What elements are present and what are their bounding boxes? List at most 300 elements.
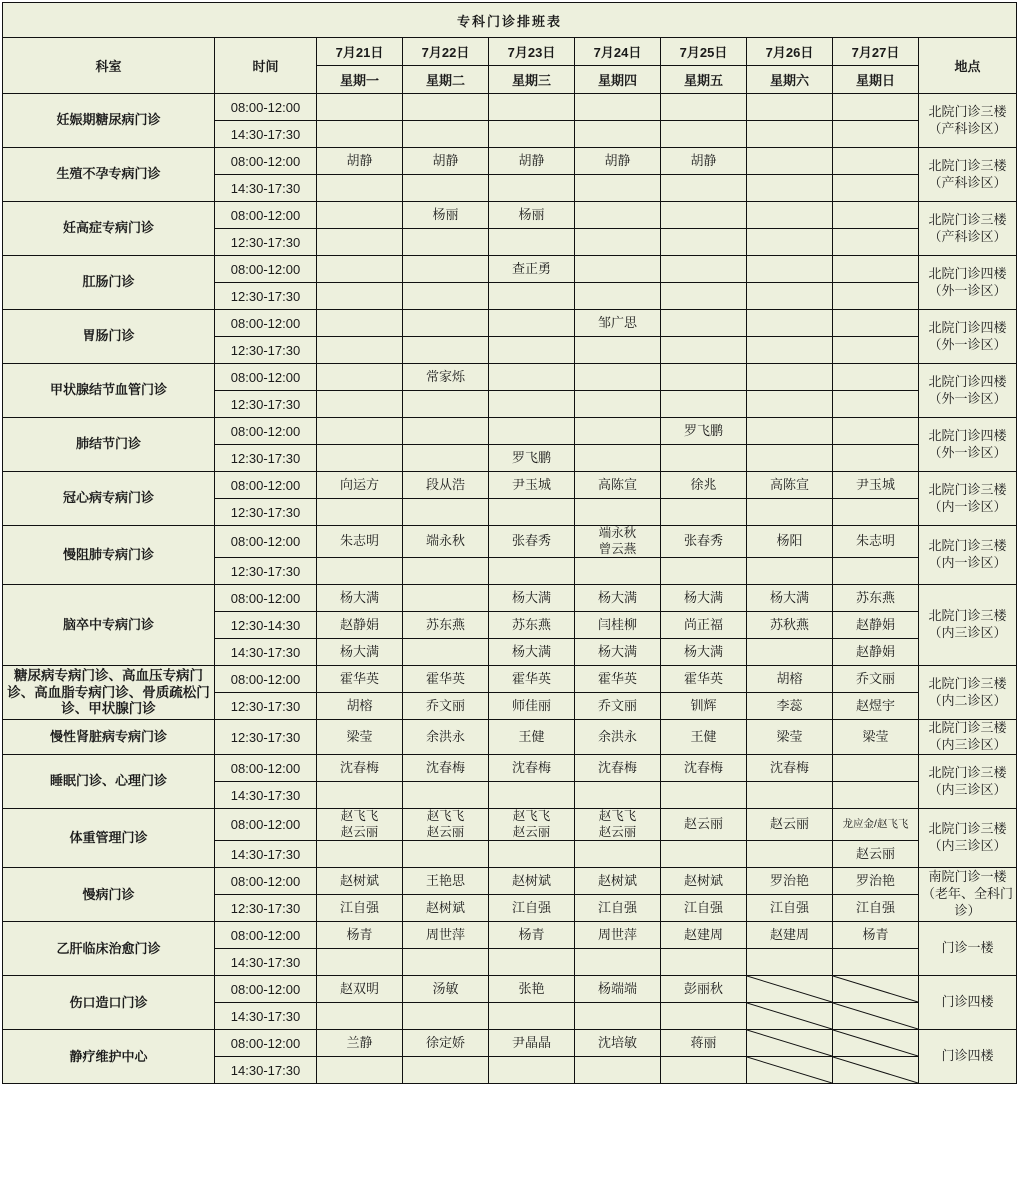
time-slot: 08:00-12:00 (215, 94, 317, 121)
doctor-cell (833, 229, 919, 256)
doctor-cell (661, 310, 747, 337)
doctor-cell (833, 94, 919, 121)
doctor-cell: 胡静 (317, 148, 403, 175)
doctor-cell: 尹晶晶 (489, 1030, 575, 1057)
doctor-cell: 龙应金/赵飞飞 (833, 809, 919, 841)
title-row (3, 3, 1017, 38)
doctor-cell: 赵飞飞 赵云丽 (403, 809, 489, 841)
table-row (3, 148, 1017, 175)
location-cell: 北院门诊三楼 （内二诊区） (919, 666, 1017, 720)
department-name: 慢阻肺专病门诊 (3, 526, 215, 585)
doctor-cell (489, 229, 575, 256)
doctor-cell (575, 391, 661, 418)
doctor-cell: 张春秀 (661, 526, 747, 558)
doctor-cell: 徐定娇 (403, 1030, 489, 1057)
doctor-cell (833, 949, 919, 976)
time-slot: 14:30-17:30 (215, 782, 317, 809)
doctor-cell (489, 949, 575, 976)
doctor-cell: 杨青 (489, 922, 575, 949)
doctor-cell: 乔文丽 (833, 666, 919, 693)
doctor-cell (575, 558, 661, 585)
doctor-cell (833, 558, 919, 585)
doctor-cell-empty-slash (833, 976, 919, 1003)
time-slot: 12:30-17:30 (215, 499, 317, 526)
doctor-cell: 罗治艳 (833, 868, 919, 895)
doctor-cell (661, 445, 747, 472)
doctor-cell (317, 782, 403, 809)
doctor-cell (489, 283, 575, 310)
doctor-cell: 苏秋燕 (747, 612, 833, 639)
doctor-cell (747, 175, 833, 202)
doctor-cell: 邹广思 (575, 310, 661, 337)
table-row (3, 472, 1017, 499)
doctor-cell (833, 202, 919, 229)
time-slot: 12:30-17:30 (215, 391, 317, 418)
doctor-cell: 杨大满 (575, 585, 661, 612)
doctor-cell: 闫桂柳 (575, 612, 661, 639)
doctor-cell: 杨丽 (403, 202, 489, 229)
doctor-cell (833, 364, 919, 391)
doctor-cell (575, 782, 661, 809)
doctor-cell: 罗治艳 (747, 868, 833, 895)
time-slot: 12:30-17:30 (215, 229, 317, 256)
doctor-cell (575, 229, 661, 256)
doctor-cell (833, 148, 919, 175)
time-slot: 08:00-12:00 (215, 256, 317, 283)
time-slot: 14:30-17:30 (215, 121, 317, 148)
doctor-cell: 兰静 (317, 1030, 403, 1057)
doctor-cell: 杨大满 (317, 585, 403, 612)
doctor-cell (747, 445, 833, 472)
doctor-cell: 沈春梅 (317, 755, 403, 782)
doctor-cell (575, 337, 661, 364)
doctor-cell (317, 391, 403, 418)
doctor-cell (661, 202, 747, 229)
schedule-table (2, 2, 1017, 1084)
doctor-cell: 江自强 (833, 895, 919, 922)
doctor-cell (833, 499, 919, 526)
doctor-cell (317, 418, 403, 445)
doctor-cell: 常家烁 (403, 364, 489, 391)
doctor-cell: 沈春梅 (403, 755, 489, 782)
doctor-cell (661, 782, 747, 809)
header-dept: 科室 (3, 38, 215, 94)
doctor-cell (317, 499, 403, 526)
time-slot: 08:00-12:00 (215, 148, 317, 175)
doctor-cell: 杨大满 (575, 639, 661, 666)
doctor-cell: 尹玉城 (489, 472, 575, 499)
department-name: 脑卒中专病门诊 (3, 585, 215, 666)
doctor-cell: 梁莹 (317, 720, 403, 755)
location-cell: 门诊一楼 (919, 922, 1017, 976)
time-slot: 08:00-12:00 (215, 666, 317, 693)
doctor-cell: 王健 (489, 720, 575, 755)
doctor-cell: 高陈宣 (747, 472, 833, 499)
location-cell: 北院门诊四楼 （外一诊区） (919, 364, 1017, 418)
doctor-cell (489, 1003, 575, 1030)
department-name: 静疗维护中心 (3, 1030, 215, 1084)
doctor-cell: 查正勇 (489, 256, 575, 283)
department-name: 乙肝临床治愈门诊 (3, 922, 215, 976)
time-slot: 14:30-17:30 (215, 639, 317, 666)
doctor-cell (833, 445, 919, 472)
header-date-1: 7月21日 (317, 38, 403, 66)
doctor-cell (747, 639, 833, 666)
doctor-cell: 赵飞飞 赵云丽 (317, 809, 403, 841)
doctor-cell (489, 418, 575, 445)
doctor-cell (661, 94, 747, 121)
doctor-cell (403, 445, 489, 472)
time-slot: 14:30-17:30 (215, 1057, 317, 1084)
doctor-cell (575, 499, 661, 526)
doctor-cell (833, 755, 919, 782)
doctor-cell: 杨大满 (661, 585, 747, 612)
doctor-cell: 胡静 (661, 148, 747, 175)
table-row (3, 202, 1017, 229)
doctor-cell: 梁莹 (747, 720, 833, 755)
location-cell: 北院门诊四楼 （外一诊区） (919, 418, 1017, 472)
doctor-cell: 沈春梅 (747, 755, 833, 782)
department-name: 慢病门诊 (3, 868, 215, 922)
time-slot: 08:00-12:00 (215, 526, 317, 558)
doctor-cell: 胡榕 (317, 693, 403, 720)
table-row (3, 809, 1017, 841)
doctor-cell: 杨丽 (489, 202, 575, 229)
table-row (3, 310, 1017, 337)
location-cell: 北院门诊三楼 （内三诊区） (919, 720, 1017, 755)
time-slot: 08:00-12:00 (215, 755, 317, 782)
doctor-cell (575, 256, 661, 283)
doctor-cell (575, 121, 661, 148)
doctor-cell (661, 1057, 747, 1084)
doctor-cell (317, 175, 403, 202)
doctor-cell (489, 499, 575, 526)
doctor-cell: 沈春梅 (575, 755, 661, 782)
location-cell: 南院门诊一楼 （老年、全科门诊） (919, 868, 1017, 922)
doctor-cell (661, 1003, 747, 1030)
doctor-cell (489, 337, 575, 364)
doctor-cell (833, 418, 919, 445)
doctor-cell: 赵树斌 (661, 868, 747, 895)
doctor-cell (403, 283, 489, 310)
table-row (3, 256, 1017, 283)
doctor-cell (833, 256, 919, 283)
doctor-cell (747, 202, 833, 229)
location-cell: 门诊四楼 (919, 1030, 1017, 1084)
time-slot: 14:30-17:30 (215, 1003, 317, 1030)
table-row (3, 418, 1017, 445)
doctor-cell (661, 175, 747, 202)
doctor-cell (489, 121, 575, 148)
doctor-cell: 杨青 (317, 922, 403, 949)
doctor-cell: 高陈宣 (575, 472, 661, 499)
doctor-cell (403, 639, 489, 666)
location-cell: 北院门诊三楼 （产科诊区） (919, 148, 1017, 202)
doctor-cell: 余洪永 (403, 720, 489, 755)
doctor-cell (317, 283, 403, 310)
doctor-cell (317, 558, 403, 585)
doctor-cell (661, 283, 747, 310)
doctor-cell (661, 229, 747, 256)
doctor-cell: 师佳丽 (489, 693, 575, 720)
doctor-cell (317, 256, 403, 283)
doctor-cell (833, 782, 919, 809)
location-cell: 北院门诊三楼 （产科诊区） (919, 202, 1017, 256)
department-name: 体重管理门诊 (3, 809, 215, 868)
doctor-cell: 江自强 (747, 895, 833, 922)
doctor-cell (747, 283, 833, 310)
header-dow-7: 星期日 (833, 66, 919, 94)
doctor-cell: 赵建周 (747, 922, 833, 949)
doctor-cell (575, 202, 661, 229)
doctor-cell (661, 337, 747, 364)
location-cell: 北院门诊三楼 （内三诊区） (919, 585, 1017, 666)
header-dow-5: 星期五 (661, 66, 747, 94)
department-name: 妊高症专病门诊 (3, 202, 215, 256)
doctor-cell (403, 121, 489, 148)
table-row (3, 364, 1017, 391)
doctor-cell (575, 175, 661, 202)
doctor-cell: 赵云丽 (661, 809, 747, 841)
doctor-cell (403, 391, 489, 418)
department-name: 伤口造口门诊 (3, 976, 215, 1030)
doctor-cell (747, 558, 833, 585)
doctor-cell: 罗飞鹏 (489, 445, 575, 472)
location-cell: 北院门诊四楼 （外一诊区） (919, 256, 1017, 310)
doctor-cell: 赵静娟 (317, 612, 403, 639)
doctor-cell (747, 229, 833, 256)
time-slot: 14:30-17:30 (215, 175, 317, 202)
location-cell: 北院门诊四楼 （外一诊区） (919, 310, 1017, 364)
doctor-cell: 朱志明 (833, 526, 919, 558)
doctor-cell: 向运方 (317, 472, 403, 499)
doctor-cell (317, 841, 403, 868)
doctor-cell (317, 121, 403, 148)
doctor-cell: 尹玉城 (833, 472, 919, 499)
doctor-cell (575, 1057, 661, 1084)
department-name: 甲状腺结节血管门诊 (3, 364, 215, 418)
time-slot: 12:30-14:30 (215, 612, 317, 639)
doctor-cell (747, 418, 833, 445)
location-cell: 北院门诊三楼 （内三诊区） (919, 755, 1017, 809)
doctor-cell: 乔文丽 (403, 693, 489, 720)
time-slot: 08:00-12:00 (215, 418, 317, 445)
time-slot: 12:30-17:30 (215, 283, 317, 310)
header-date-7: 7月27日 (833, 38, 919, 66)
time-slot: 12:30-17:30 (215, 337, 317, 364)
doctor-cell: 苏东燕 (489, 612, 575, 639)
doctor-cell (403, 256, 489, 283)
doctor-cell (661, 364, 747, 391)
doctor-cell: 赵云丽 (833, 841, 919, 868)
doctor-cell (747, 391, 833, 418)
time-slot: 08:00-12:00 (215, 364, 317, 391)
doctor-cell (833, 121, 919, 148)
doctor-cell (489, 175, 575, 202)
doctor-cell (661, 841, 747, 868)
doctor-cell (403, 175, 489, 202)
doctor-cell (403, 499, 489, 526)
doctor-cell (489, 310, 575, 337)
time-slot: 08:00-12:00 (215, 868, 317, 895)
header-location: 地点 (919, 38, 1017, 94)
table-row (3, 94, 1017, 121)
doctor-cell (747, 499, 833, 526)
doctor-cell: 周世萍 (575, 922, 661, 949)
doctor-cell: 苏东燕 (833, 585, 919, 612)
doctor-cell (575, 949, 661, 976)
doctor-cell: 钏辉 (661, 693, 747, 720)
department-name: 肺结节门诊 (3, 418, 215, 472)
doctor-cell: 霍华英 (661, 666, 747, 693)
doctor-cell: 赵树斌 (403, 895, 489, 922)
doctor-cell: 胡静 (575, 148, 661, 175)
header-row-dates (3, 38, 1017, 66)
doctor-cell: 李蕊 (747, 693, 833, 720)
doctor-cell: 蒋丽 (661, 1030, 747, 1057)
doctor-cell: 赵树斌 (489, 868, 575, 895)
doctor-cell (317, 949, 403, 976)
department-name: 冠心病专病门诊 (3, 472, 215, 526)
doctor-cell-empty-slash (833, 1003, 919, 1030)
doctor-cell: 杨大满 (489, 639, 575, 666)
location-cell: 门诊四楼 (919, 976, 1017, 1030)
page-title: 专科门诊排班表 (3, 3, 1017, 38)
doctor-cell: 霍华英 (575, 666, 661, 693)
doctor-cell: 汤敏 (403, 976, 489, 1003)
doctor-cell: 段从浩 (403, 472, 489, 499)
doctor-cell (317, 202, 403, 229)
header-date-5: 7月25日 (661, 38, 747, 66)
doctor-cell (747, 949, 833, 976)
doctor-cell (403, 949, 489, 976)
doctor-cell: 尚正福 (661, 612, 747, 639)
header-date-6: 7月26日 (747, 38, 833, 66)
location-cell: 北院门诊三楼 （内三诊区） (919, 809, 1017, 868)
doctor-cell (575, 445, 661, 472)
doctor-cell (403, 94, 489, 121)
doctor-cell: 杨阳 (747, 526, 833, 558)
doctor-cell (575, 283, 661, 310)
doctor-cell: 赵树斌 (575, 868, 661, 895)
doctor-cell: 赵飞飞 赵云丽 (575, 809, 661, 841)
doctor-cell (317, 229, 403, 256)
time-slot: 12:30-17:30 (215, 895, 317, 922)
location-cell: 北院门诊三楼 （内一诊区） (919, 472, 1017, 526)
doctor-cell: 江自强 (661, 895, 747, 922)
doctor-cell (403, 558, 489, 585)
doctor-cell (317, 310, 403, 337)
doctor-cell (661, 121, 747, 148)
doctor-cell (403, 310, 489, 337)
table-row (3, 720, 1017, 755)
department-name: 妊娠期糖尿病门诊 (3, 94, 215, 148)
doctor-cell (661, 558, 747, 585)
schedule-body (3, 3, 1017, 1084)
doctor-cell: 杨大满 (489, 585, 575, 612)
header-date-3: 7月23日 (489, 38, 575, 66)
doctor-cell (575, 94, 661, 121)
doctor-cell: 杨大满 (747, 585, 833, 612)
doctor-cell: 沈培敏 (575, 1030, 661, 1057)
doctor-cell: 王健 (661, 720, 747, 755)
table-row (3, 922, 1017, 949)
doctor-cell (661, 256, 747, 283)
header-dow-6: 星期六 (747, 66, 833, 94)
doctor-cell: 霍华英 (403, 666, 489, 693)
doctor-cell: 赵煜宇 (833, 693, 919, 720)
doctor-cell (747, 94, 833, 121)
doctor-cell: 沈春梅 (489, 755, 575, 782)
doctor-cell (317, 337, 403, 364)
time-slot: 08:00-12:00 (215, 202, 317, 229)
header-dow-2: 星期二 (403, 66, 489, 94)
doctor-cell: 杨大满 (317, 639, 403, 666)
doctor-cell: 苏东燕 (403, 612, 489, 639)
department-name: 胃肠门诊 (3, 310, 215, 364)
doctor-cell (317, 1057, 403, 1084)
doctor-cell (747, 256, 833, 283)
table-row (3, 755, 1017, 782)
doctor-cell (575, 418, 661, 445)
doctor-cell: 罗飞鹏 (661, 418, 747, 445)
doctor-cell (489, 391, 575, 418)
doctor-cell: 杨青 (833, 922, 919, 949)
location-cell: 北院门诊三楼 （内一诊区） (919, 526, 1017, 585)
doctor-cell: 江自强 (317, 895, 403, 922)
location-cell: 北院门诊三楼 （产科诊区） (919, 94, 1017, 148)
doctor-cell: 乔文丽 (575, 693, 661, 720)
doctor-cell (317, 364, 403, 391)
doctor-cell (489, 1057, 575, 1084)
doctor-cell: 赵树斌 (317, 868, 403, 895)
doctor-cell (403, 229, 489, 256)
time-slot: 08:00-12:00 (215, 922, 317, 949)
doctor-cell: 张艳 (489, 976, 575, 1003)
doctor-cell: 赵静娟 (833, 612, 919, 639)
doctor-cell (403, 1057, 489, 1084)
doctor-cell (575, 364, 661, 391)
doctor-cell (317, 94, 403, 121)
doctor-cell: 余洪永 (575, 720, 661, 755)
doctor-cell-empty-slash (833, 1030, 919, 1057)
doctor-cell (661, 499, 747, 526)
doctor-cell (833, 283, 919, 310)
time-slot: 08:00-12:00 (215, 585, 317, 612)
table-row (3, 868, 1017, 895)
header-dow-3: 星期三 (489, 66, 575, 94)
doctor-cell (833, 175, 919, 202)
doctor-cell (747, 121, 833, 148)
doctor-cell-empty-slash (747, 1030, 833, 1057)
doctor-cell: 沈春梅 (661, 755, 747, 782)
doctor-cell (403, 337, 489, 364)
doctor-cell (317, 1003, 403, 1030)
table-row (3, 1030, 1017, 1057)
doctor-cell (575, 1003, 661, 1030)
time-slot: 12:30-17:30 (215, 693, 317, 720)
doctor-cell: 梁莹 (833, 720, 919, 755)
doctor-cell: 赵云丽 (747, 809, 833, 841)
time-slot: 12:30-17:30 (215, 720, 317, 755)
doctor-cell-empty-slash (747, 1003, 833, 1030)
doctor-cell (489, 94, 575, 121)
doctor-cell: 胡榕 (747, 666, 833, 693)
doctor-cell (489, 841, 575, 868)
header-dow-4: 星期四 (575, 66, 661, 94)
doctor-cell (489, 364, 575, 391)
time-slot: 14:30-17:30 (215, 949, 317, 976)
